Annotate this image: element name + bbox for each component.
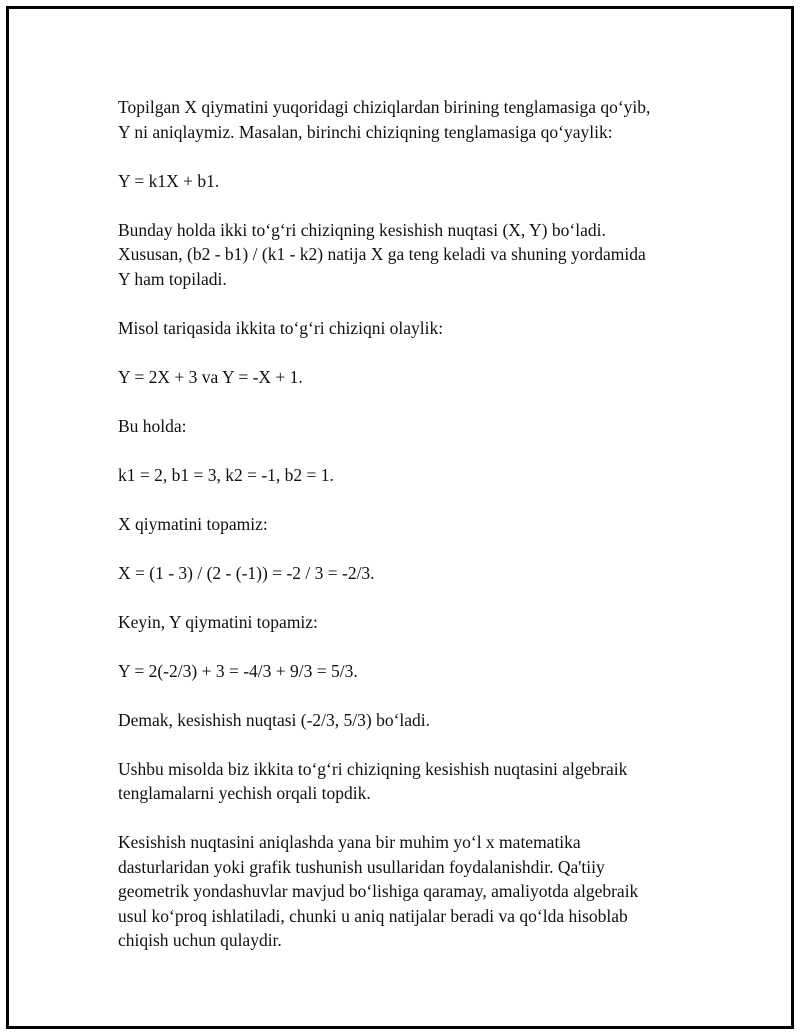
- paragraph-example-intro: Misol tariqasida ikkita to‘g‘ri chiziqni olaylik:: [118, 317, 444, 338]
- paragraph-find-y: Keyin, Y qiymatini topamiz:: [118, 611, 318, 632]
- paragraph-find-x: X qiymatini topamiz:: [118, 513, 268, 534]
- paragraph-in-this-case: Bu holda:: [118, 415, 187, 436]
- paragraph-summary: Ushbu misolda biz ikkita to‘g‘ri chiziqning kesishish nuqtasini algebraik tenglamalarni yechish orqali topdik.: [118, 758, 628, 803]
- equation-x-value: X = (1 - 3) / (2 - (-1)) = -2 / 3 = -2/3.: [118, 562, 375, 583]
- document-body: [118, 95, 698, 977]
- equation-example-lines: Y = 2X + 3 va Y = -X + 1.: [118, 366, 303, 387]
- paragraph-result: Demak, kesishish nuqtasi (-2/3, 5/3) bo‘ladi.: [118, 709, 431, 730]
- equation-y-value: Y = 2(-2/3) + 3 = -4/3 + 9/3 = 5/3.: [118, 660, 358, 681]
- paragraph-intersection: Bunday holda ikki to‘g‘ri chiziqning kesishish nuqtasi (X, Y) bo‘ladi. Xususan, (b2 - b1) / (k1 - k2) natija X ga teng keladi va shuning yordamida Y ham topiladi.: [118, 219, 646, 289]
- paragraph-intro: Topilgan X qiymatini yuqoridagi chiziqlardan birining tenglamasiga qo‘yib, Y ni aniqlaymiz. Masalan, birinchi chiziqning tenglamasiga qo‘yaylik:: [118, 97, 651, 142]
- equation-coefficients: k1 = 2, b1 = 3, k2 = -1, b2 = 1.: [118, 464, 334, 485]
- equation-general: Y = k1X + b1.: [118, 170, 220, 191]
- paragraph-conclusion: Kesishish nuqtasini aniqlashda yana bir muhim yo‘l x matematika dasturlaridan yoki grafik tushunish usullaridan foydalanishdir. Qa'tiiy geometrik yondashuvlar mavjud bo‘lishiga qaramay, amaliyotda algebraik usul ko‘proq ishlatiladi, chunki u aniq natijalar beradi va qo‘lda hisoblab chiqish uchun qulaydir.: [118, 832, 639, 950]
